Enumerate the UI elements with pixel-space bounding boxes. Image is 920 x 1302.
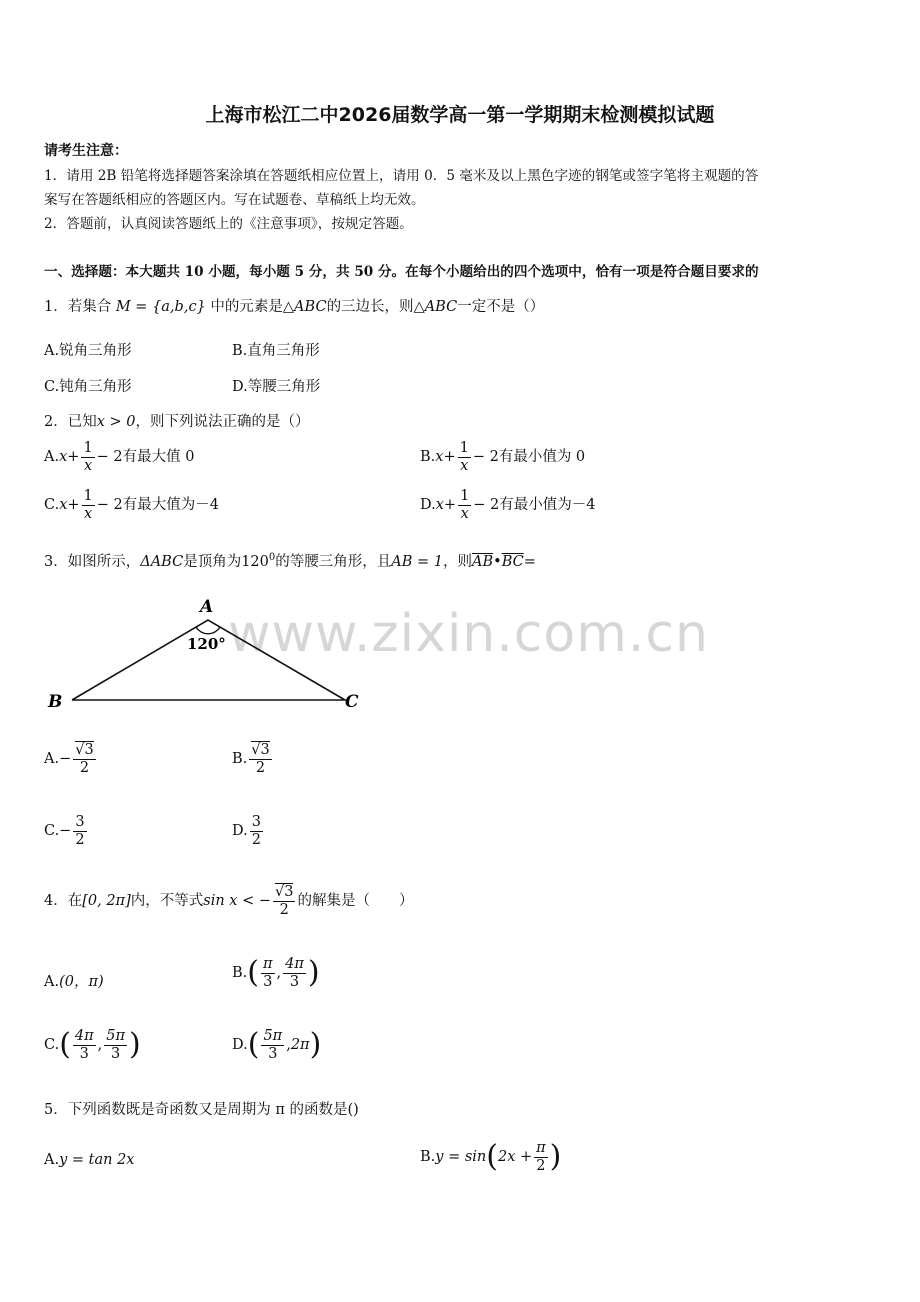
q1-option-a[interactable]: A.锐角三角形 (44, 343, 132, 359)
q1-option-d[interactable]: D.等腰三角形 (232, 379, 321, 395)
q3-option-d[interactable]: D. $\frac{3}{2}$ (232, 814, 261, 848)
question-2-stem: 2．已知x > 0，则下列说法正确的是（） (44, 414, 310, 430)
q1-option-b[interactable]: B.直角三角形 (232, 343, 320, 359)
q2-option-c[interactable]: C.x+ $\frac{1}{x}$ − 2有最大值为－4 (44, 488, 219, 522)
notice-line-3: 2．答题前，认真阅读答题纸上的《注意事项》，按规定答题。 (44, 216, 413, 232)
page-title: 上海市松江二中2026届数学高一第一学期期末检测模拟试题 (205, 104, 715, 126)
q5-option-b[interactable]: B.y = sin(2x + $\frac{\pi}{2}$ ) (420, 1139, 562, 1175)
vertex-a-label: A (200, 597, 214, 617)
question-1-stem: 1．若集合 M = {a,b,c} 中的元素是△ABC的三边长，则△ABC一定不是（） (44, 299, 545, 315)
q4-option-a[interactable]: A.(0，π) (44, 974, 104, 990)
vertex-b-label: B (48, 692, 63, 712)
q3-option-c[interactable]: C.− $\frac{3}{2}$ (44, 814, 85, 848)
vertex-c-label: C (345, 692, 359, 712)
question-5-stem: 5．下列函数既是奇函数又是周期为 π 的函数是() (44, 1102, 359, 1118)
section-heading: 一、选择题：本大题共 10 小题，每小题 5 分，共 50 分。在每个小题给出的四个选项中，恰有一项是符合题目要求的 (44, 264, 759, 280)
question-3-stem: 3．如图所示，ΔABC是顶角为$120^0$的等腰三角形，且AB = 1，则$\overline{AB}•\overline{BC}=$ (44, 552, 536, 570)
triangle-outline (72, 620, 345, 700)
angle-label: 120° (187, 635, 226, 653)
notice-line-1: 1．请用 2B 铅笔将选择题答案涂填在答题纸相应位置上，请用 0．5 毫米及以上黑色字迹的钢笔或签字笔将主观题的答 (44, 168, 759, 184)
question-4-stem: 4．在[0, 2π]内，不等式sin x < − $\frac{√3}{2}$ 的解集是（ ） (44, 884, 414, 918)
q2-option-b[interactable]: B.x+ $\frac{1}{x}$ − 2有最小值为 0 (420, 440, 586, 474)
notice-heading: 请考生注意： (44, 143, 128, 159)
q5-option-a[interactable]: A.y = tan 2x (44, 1152, 135, 1168)
q1-option-c[interactable]: C.钝角三角形 (44, 379, 132, 395)
watermark: www.zixin.com.cn (228, 604, 709, 664)
q3-option-b[interactable]: B. $\frac{√3}{2}$ (232, 742, 270, 776)
angle-arc (196, 627, 220, 634)
q4-option-d[interactable]: D.( $\frac{5\pi}{3}$ ,2π) (232, 1027, 322, 1063)
q2-option-d[interactable]: D.x+ $\frac{1}{x}$ − 2有最小值为－4 (420, 488, 596, 522)
q4-option-c[interactable]: C.( $\frac{4\pi}{3}$ , $\frac{5\pi}{3}$ ) (44, 1027, 141, 1063)
notice-line-2: 案写在答题纸相应的答题区内。写在试题卷、草稿纸上均无效。 (44, 192, 425, 208)
q4-option-b[interactable]: B.( $\frac{\pi}{3}$ , $\frac{4\pi}{3}$ ) (232, 955, 320, 991)
q3-option-a[interactable]: A.− $\frac{√3}{2}$ (44, 742, 94, 776)
q2-option-a[interactable]: A.x+ $\frac{1}{x}$ − 2有最大值 0 (44, 440, 195, 474)
triangle-figure (40, 592, 380, 717)
